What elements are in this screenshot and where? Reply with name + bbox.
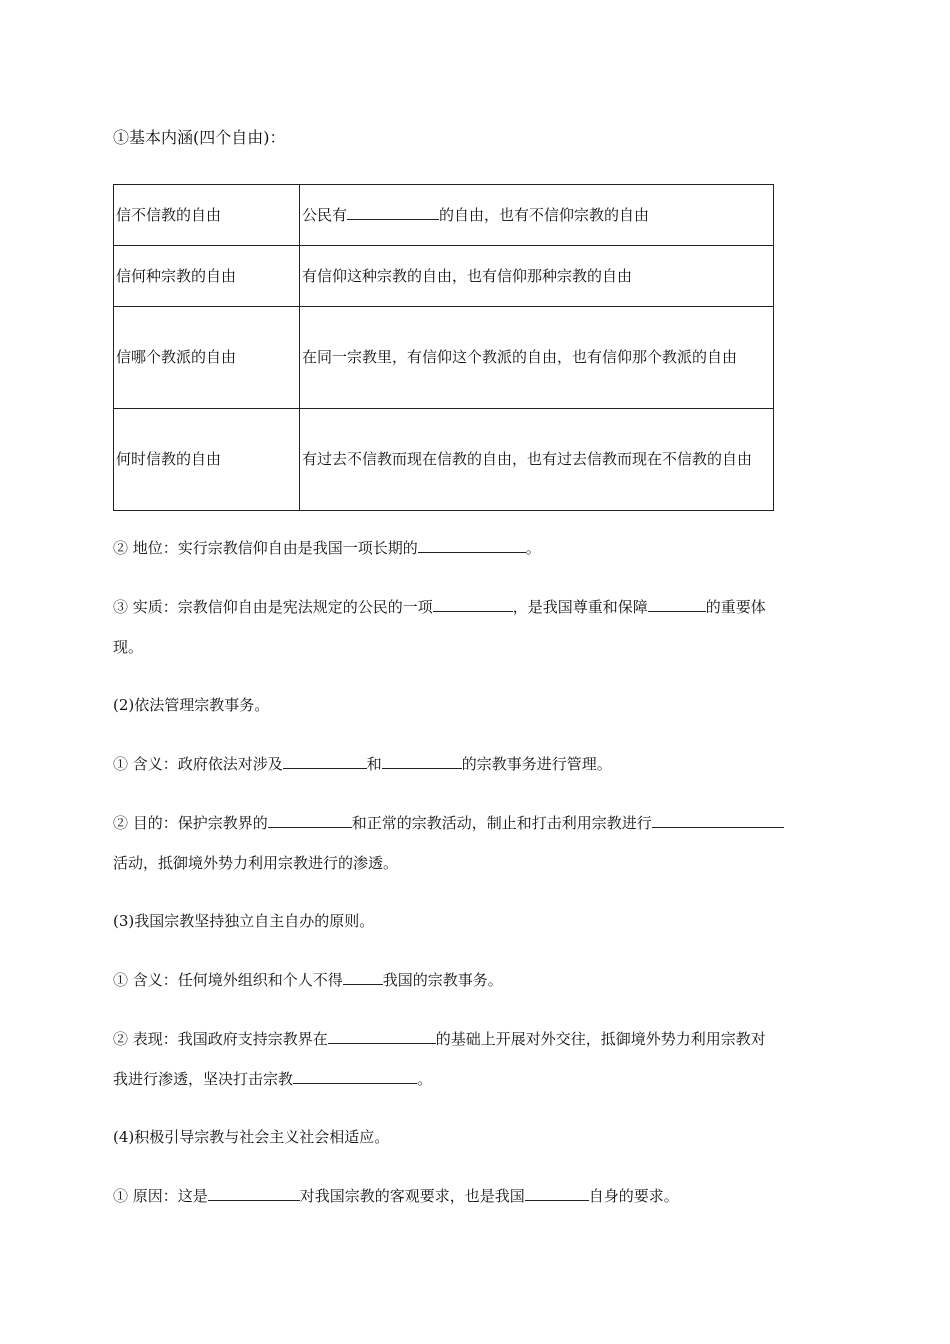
fill-blank[interactable] [418, 538, 526, 553]
paragraph-reason: ① 原因：这是 对我国宗教的客观要求，也是我国 自身的要求。 [113, 1187, 679, 1205]
section-2-heading: (2)依法管理宗教事务。 [113, 696, 270, 714]
row-label: 信哪个教派的自由 [114, 307, 300, 409]
fill-blank[interactable] [648, 597, 706, 612]
table-row [114, 307, 774, 409]
table-row [114, 246, 774, 307]
row-label: 何时信教的自由 [114, 409, 300, 511]
paragraph-essence-cont: 现。 [113, 638, 144, 656]
section-3-heading: (3)我国宗教坚持独立自主自办的原则。 [113, 912, 375, 930]
row-content: 在同一宗教里，有信仰这个教派的自由，也有信仰那个教派的自由 [300, 307, 774, 409]
fill-blank[interactable] [433, 597, 513, 612]
paragraph-purpose-cont: 活动，抵御境外势力利用宗教进行的渗透。 [113, 854, 399, 872]
freedom-table [113, 184, 774, 511]
paragraph-manifestation: ② 表现：我国政府支持宗教界在 的基础上开展对外交往，抵御境外势力利用宗教对 [113, 1030, 766, 1048]
paragraph-essence: ③ 实质：宗教信仰自由是宪法规定的公民的一项 ，是我国尊重和保障 的重要体 [113, 598, 766, 616]
fill-blank[interactable] [347, 205, 439, 220]
fill-blank[interactable] [382, 754, 462, 769]
fill-blank[interactable] [283, 754, 367, 769]
row-content: 公民有 的自由，也有不信仰宗教的自由 [300, 185, 774, 246]
row-label: 信不信教的自由 [114, 185, 300, 246]
fill-blank[interactable] [343, 970, 383, 985]
fill-blank[interactable] [652, 813, 784, 828]
paragraph-meaning-1: ① 含义：政府依法对涉及 和 的宗教事务进行管理。 [113, 755, 612, 773]
row-content: 有信仰这种宗教的自由，也有信仰那种宗教的自由 [300, 246, 774, 307]
paragraph-purpose: ② 目的：保护宗教界的 和正常的宗教活动，制止和打击利用宗教进行 [113, 813, 784, 833]
paragraph-meaning-2: ① 含义：任何境外组织和个人不得 我国的宗教事务。 [113, 971, 503, 989]
paragraph-manifestation-cont: 我进行渗透，坚决打击宗教 。 [113, 1070, 433, 1088]
fill-blank[interactable] [328, 1029, 436, 1044]
fill-blank[interactable] [525, 1186, 589, 1201]
section-heading: ①基本内涵(四个自由)： [113, 128, 286, 147]
section-4-heading: (4)积极引导宗教与社会主义社会相适应。 [113, 1128, 390, 1146]
fill-blank[interactable] [208, 1186, 300, 1201]
fill-blank[interactable] [268, 813, 352, 828]
row-content: 有过去不信教而现在信教的自由，也有过去信教而现在不信教的自由 [300, 409, 774, 511]
paragraph-status: ② 地位：实行宗教信仰自由是我国一项长期的 。 [113, 539, 541, 557]
fill-blank[interactable] [293, 1069, 417, 1084]
table-row [114, 185, 774, 246]
table-row [114, 409, 774, 511]
row-label: 信何种宗教的自由 [114, 246, 300, 307]
